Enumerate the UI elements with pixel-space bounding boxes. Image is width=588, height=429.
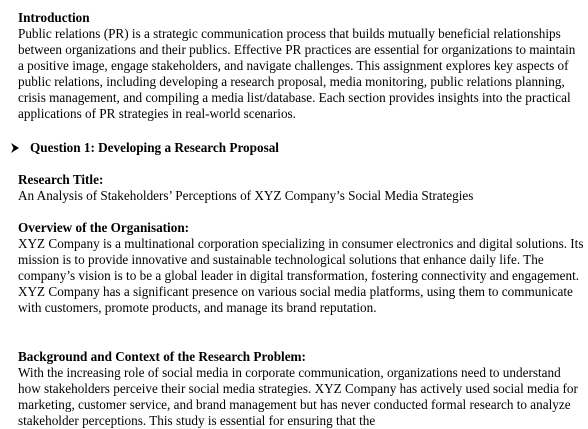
introduction-paragraph: Public relations (PR) is a strategic communication process that builds mutually beneficial relationships between organizations and their publics. Effective PR practices are essential for organizations to maintain a positive image, engage stakeholders, and navigate challenges. This assignment explores key aspects of public relations, including developing a research proposal, media monitoring, public relations planning, crisis management, and compiling a media list/database. Each section provides insights into the practical applications of PR strategies in real-world scenarios. <box>18 26 576 121</box>
introduction-heading: Introduction <box>18 10 90 25</box>
overview-section <box>18 220 584 316</box>
introduction-section <box>18 10 584 122</box>
research-title-heading: Research Title: <box>18 172 104 187</box>
background-paragraph: With the increasing role of social media in corporate communication, organizations need to understand how stakeholders perceive their social media strategies. XYZ Company has actively used social media for marketing, customer service, and brand management but has never conducted formal research to analyze stakeholder perceptions. This study is essential for ensuring that the <box>18 365 578 428</box>
background-heading: Background and Context of the Research Problem: <box>18 349 306 364</box>
question-1-title: Question 1: Developing a Research Proposal <box>30 140 279 155</box>
question-1-heading <box>10 140 279 156</box>
background-section <box>18 349 584 429</box>
research-title-text: An Analysis of Stakeholders’ Perceptions of XYZ Company’s Social Media Strategies <box>18 188 474 203</box>
overview-heading: Overview of the Organisation: <box>18 220 190 235</box>
overview-paragraph: XYZ Company is a multinational corporation specializing in consumer electronics and digital solutions. Its mission is to provide innovative and sustainable technological solutions that enhance daily life. The company’s vision is to be a global leader in digital transformation, fostering connectivity and engagement. XYZ Company has a significant presence on various social media platforms, using them to communicate with customers, promote products, and manage its brand reputation. <box>18 236 584 315</box>
arrow-bullet-icon <box>10 142 20 154</box>
research-title-section <box>18 172 584 204</box>
